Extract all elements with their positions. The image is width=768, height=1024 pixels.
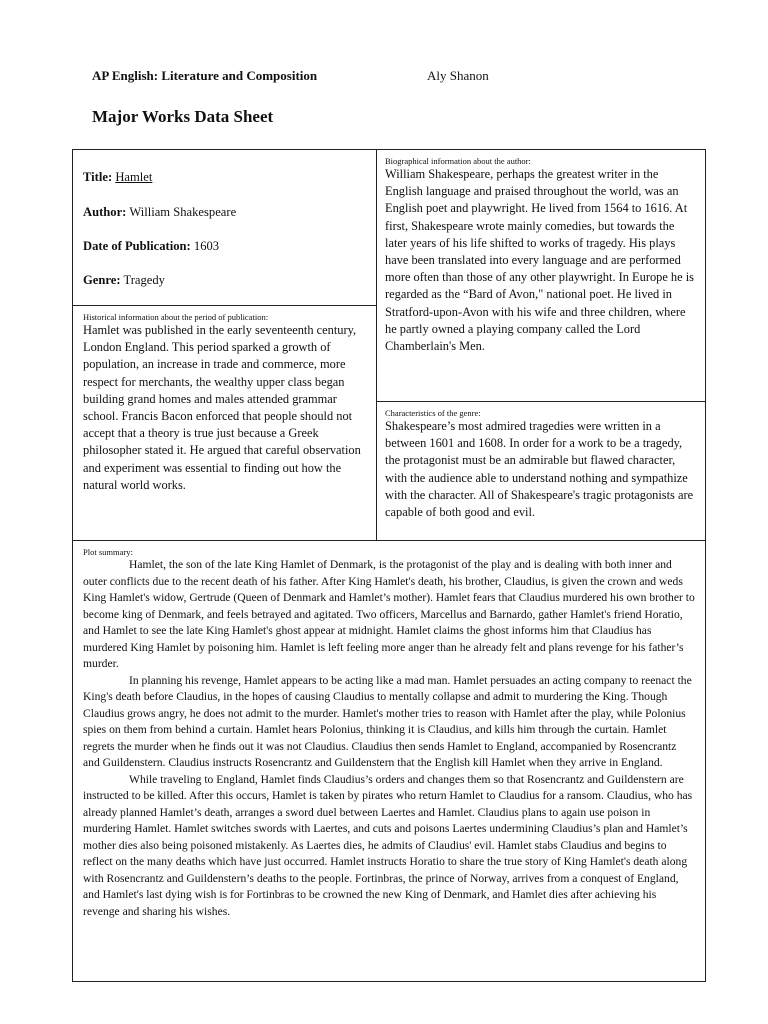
- date-field: [83, 239, 219, 254]
- sheet-title: Major Works Data Sheet: [92, 107, 274, 126]
- course-title: AP English: Literature and Composition: [92, 68, 318, 83]
- history-box: [72, 305, 377, 541]
- genre-characteristics-box: [376, 401, 706, 541]
- plot-paragraph: In planning his revenge, Hamlet appears to be acting like a mad man. Hamlet persuades an acting company to reenact the King's death before Claudius, in the hopes of causing Claudius to mentally collapse and admit to murdering the King. Though Claudius grows angry, he does not admit to the murder. Hamlet's mother tries to reason with Hamlet after the play, while Polonius spies on them from behind a curtain. Hamlet hears Polonius, thinking it is Claudius, and kills him through the curtain. Hamlet regrets the murder when he finds out it was not Claudius. Claudius then sends Hamlet to England, accompanied by Rosencrantz and Guildenstern. Claudius instructs Rosencrantz and Guildenstern that the English kill Hamlet when they arrive in England.: [83, 673, 692, 769]
- genre-characteristics-text: Shakespeare’s most admired tragedies were written in a between 1601 and 1608. In order for a work to be a tragedy, the protagonist must be an admirable but flawed character, with the audience able to understand nothing and sympathize with the character. All of Shakespeare's tragic protagonists are capable of both good and evil.: [385, 419, 694, 520]
- author-field: [83, 205, 236, 220]
- biography-text: William Shakespeare, perhaps the greatest writer in the English language and praised throughout the world, was an English poet and playwright. He lived from 1564 to 1616. At first, Shakespeare wrote mainly comedies, but towards the later years of his life shifted to works of tragedy. His plays have been translated into every language and are performed more often than those of any other playwright. In Europe he is regarded as the “Bard of Avon," national poet. He lived in Stratford-upon-Avon with his wife and three children, where he partly owned a playing company called the Lord Chamberlain's Men.: [385, 167, 694, 354]
- author-value: William Shakespeare: [129, 205, 237, 219]
- plot-paragraph: Hamlet, the son of the late King Hamlet of Denmark, is the protagonist of the play and is dealing with both inner and outer conflicts due to the recent death of his father. After King Hamlet's death, his brother, Claudius, is given the crown and weds King Hamlet's widow, Gertrude (Queen of Denmark and Hamlet’s mother). Hamlet fears that Claudius murdered his own brother to become king of Denmark, and feels betrayed and agitated. Two officers, Marcellus and Barnardo, gather Hamlet's friend Horatio, and Hamlet to see the late King Hamlet's ghost appear at midnight. Hamlet claims the ghost informs him that Claudius has murdered King Hamlet by poisoning him. Hamlet is left feeling more anger than he already felt and plans revenge for his father’s murder.: [83, 558, 695, 670]
- genre-field: [83, 273, 165, 288]
- author-label: Author:: [83, 205, 127, 219]
- genre-characteristics-label: Characteristics of the genre:: [385, 408, 481, 418]
- plot-summary-box: [72, 540, 706, 982]
- history-label: Historical information about the period of publication:: [83, 312, 269, 322]
- genre-label: Genre:: [83, 273, 121, 287]
- plot-paragraph: While traveling to England, Hamlet finds Claudius’s orders and changes them so that Rosencrantz and Guildenstern are instructed to be killed. After this occurs, Hamlet is taken by pirates who return Hamlet to Claudius for a ransom. Claudius, who has already planned Hamlet’s death, arranges a sword duel between Laertes and Hamlet. Claudius plans to again use poison in murdering Hamlet. Hamlet switches swords with Laertes, and cuts and poisons Laertes undermining Claudius’s plan and Hamlet’s mother dies also being poisoned mistakenly. As Laertes dies, he admits of Claudius' evil. Hamlet stabs Claudius and begins to reflect on the many deaths which have just occurred. Hamlet instructs Horatio to share the true story of King Hamlet's death along with Rosencrantz and Guildenstern’s deaths to the people. Fortinbras, the prince of Norway, arrives from a conquest of England, and Hamlet's last dying wish is for Fortinbras to be crowned the new King of Denmark, and Hamlet dies after achieving his revenge and sharing his wishes.: [83, 772, 693, 918]
- plot-summary-label: Plot summary:: [83, 547, 133, 557]
- basic-info-box: [72, 149, 377, 306]
- date-value: 1603: [193, 239, 220, 253]
- title-value: Hamlet: [115, 170, 153, 184]
- genre-value: Tragedy: [123, 273, 165, 287]
- history-text: Hamlet was published in the early seventeenth century, London England. This period sparked a growth of population, an increase in trade and commerce, more respect for merchants, the wealthy upper class began building grand homes and males attended grammar school. Francis Bacon enforced that people should not accept that a theory is true just because a Greek philosopher stated it. He argued that careful observation and experiment was essential to finding out how the natural world works.: [83, 323, 361, 492]
- student-name: Aly Shanon: [427, 68, 489, 83]
- date-label: Date of Publication:: [83, 239, 191, 253]
- biography-box: [376, 149, 706, 402]
- title-field: [83, 170, 152, 185]
- title-label: Title:: [83, 170, 113, 184]
- biography-label: Biographical information about the author:: [385, 156, 531, 166]
